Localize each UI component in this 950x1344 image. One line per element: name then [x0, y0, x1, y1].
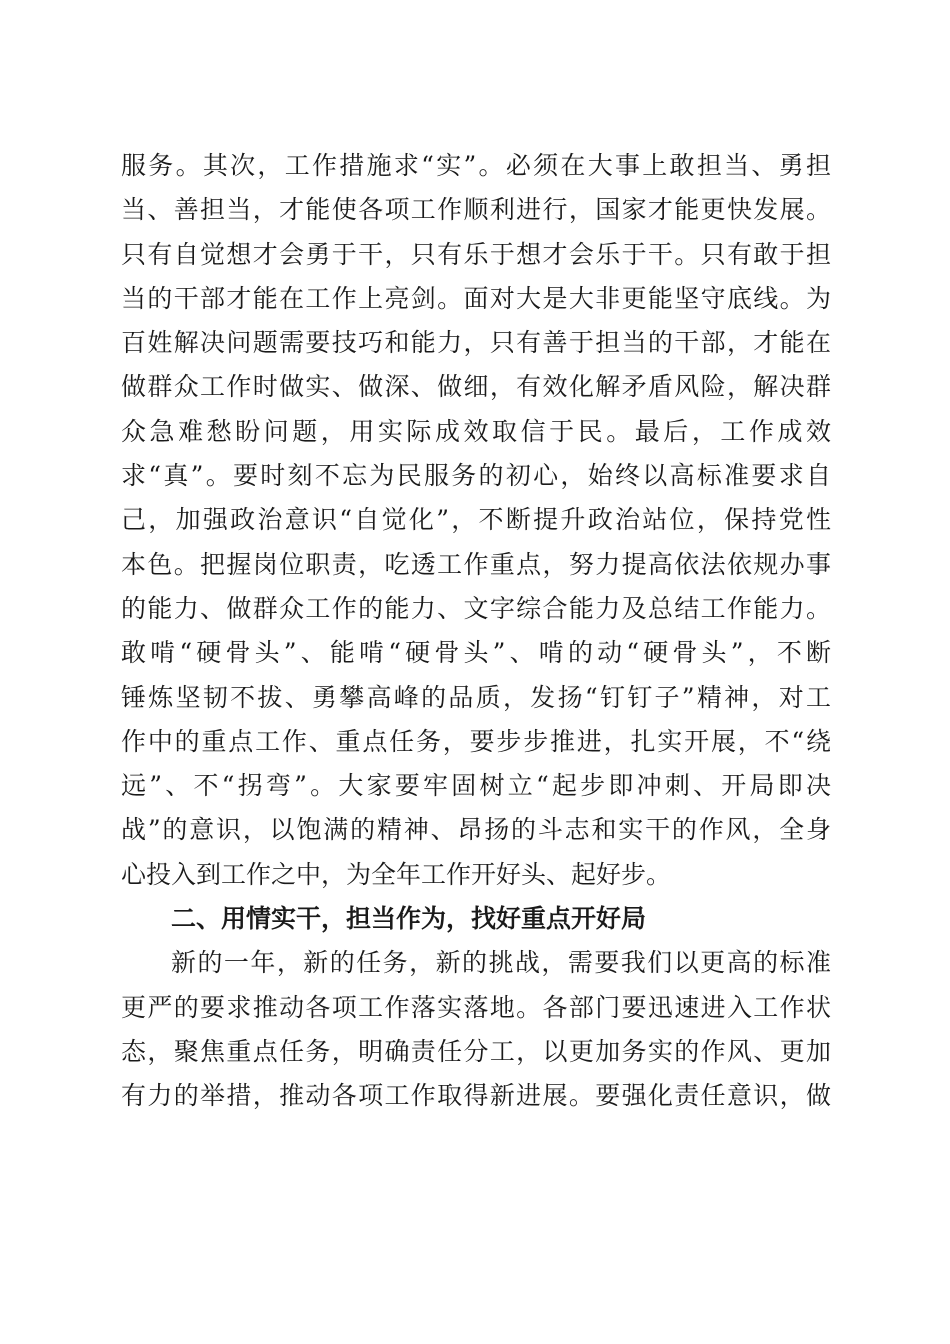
text-line: 战”的意识，以饱满的精神、昂扬的斗志和实干的作风，全身	[121, 815, 831, 845]
section-heading: 二、用情实干，担当作为，找好重点开好局	[171, 904, 647, 934]
text-line: 本色。把握岗位职责，吃透工作重点，努力提高依法依规办事	[121, 549, 831, 579]
text-line: 百姓解决问题需要技巧和能力，只有善于担当的干部，才能在	[121, 328, 831, 358]
text-line: 己，加强政治意识“自觉化”，不断提升政治站位，保持党性	[121, 505, 831, 535]
text-line: 求“真”。要时刻不忘为民服务的初心，始终以高标准要求自	[121, 461, 831, 491]
text-line: 当、善担当，才能使各项工作顺利进行，国家才能更快发展。	[121, 195, 831, 225]
text-line: 敢啃“硬骨头”、能啃“硬骨头”、啃的动“硬骨头”，不断	[121, 638, 831, 668]
document-body	[121, 144, 831, 1119]
text-line: 作中的重点工作、重点任务，要步步推进，扎实开展，不“绕	[121, 726, 831, 756]
text-line: 当的干部才能在工作上亮剑。面对大是大非更能坚守底线。为	[121, 283, 831, 313]
text-line: 锤炼坚韧不拔、勇攀高峰的品质，发扬“钉钉子”精神，对工	[121, 682, 831, 712]
text-line: 有力的举措，推动各项工作取得新进展。要强化责任意识，做	[121, 1081, 831, 1111]
text-line: 的能力、做群众工作的能力、文字综合能力及总结工作能力。	[121, 593, 831, 623]
text-line: 远”、不“拐弯”。大家要牢固树立“起步即冲刺、开局即决	[121, 771, 831, 801]
paragraph	[121, 144, 831, 897]
paragraph	[121, 941, 831, 1118]
text-line: 众急难愁盼问题，用实际成效取信于民。最后，工作成效	[121, 416, 831, 446]
text-line: 只有自觉想才会勇于干，只有乐于想才会乐于干。只有敢于担	[121, 239, 831, 269]
text-line: 更严的要求推动各项工作落实落地。各部门要迅速进入工作状	[121, 992, 831, 1022]
text-line: 心投入到工作之中，为全年工作开好头、起好步。	[121, 859, 672, 889]
text-line: 态，聚焦重点任务，明确责任分工，以更加务实的作风、更加	[121, 1036, 831, 1066]
text-line: 服务。其次，工作措施求“实”。必须在大事上敢担当、勇担	[121, 151, 831, 180]
text-line: 新的一年，新的任务，新的挑战，需要我们以更高的标准	[171, 948, 831, 978]
text-line: 做群众工作时做实、做深、做细，有效化解矛盾风险，解决群	[121, 372, 831, 402]
